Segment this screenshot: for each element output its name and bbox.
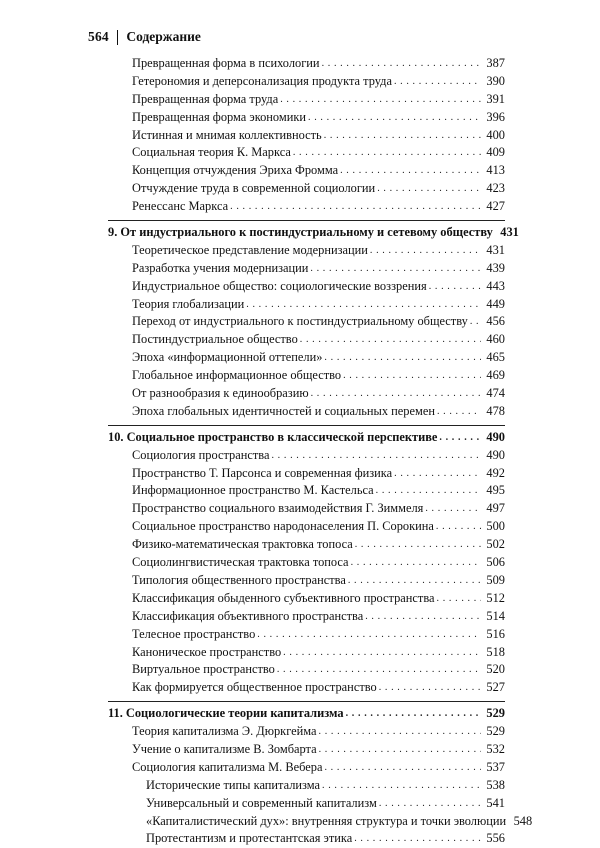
toc-entry[interactable] (108, 777, 505, 795)
toc-entry[interactable] (108, 331, 505, 349)
toc-entry-page: 518 (486, 644, 505, 659)
dot-leader (365, 608, 481, 626)
dot-leader (246, 296, 481, 314)
toc-entry-title: Физико-математическая трактовка топоса (132, 537, 353, 552)
toc-entry-page: 478 (486, 403, 505, 418)
toc-entry-title: Социолингвистическая трактовка топоса (132, 555, 349, 570)
toc-entry-title: Социальное пространство народонаселения П. Сорокина (132, 519, 434, 534)
toc-entry-page: 469 (486, 368, 505, 383)
running-header (88, 26, 201, 48)
toc-entry-title: 11. Социологические теории капитализма (108, 706, 344, 721)
toc-entry-page: 516 (486, 626, 505, 641)
toc-entry-title: Информационное пространство М. Кастельса (132, 483, 374, 498)
toc-entry-page: 387 (486, 56, 505, 70)
page-number: 564 (88, 29, 109, 44)
dot-leader (300, 331, 481, 349)
toc-entry-page: 391 (486, 91, 505, 106)
toc-entry[interactable] (108, 162, 505, 180)
dot-leader (346, 705, 481, 723)
toc-entry-page: 427 (486, 199, 505, 214)
dot-leader (319, 723, 481, 741)
toc-entry[interactable] (108, 385, 505, 403)
dot-leader (324, 349, 481, 367)
toc-entry-title: Как формируется общественное пространство (132, 680, 377, 695)
toc-entry-page: 390 (486, 73, 505, 88)
toc-entry-page: 495 (486, 483, 505, 498)
toc-entry-page: 409 (486, 145, 505, 160)
toc-entry-page: 431 (500, 225, 519, 240)
toc-entry-title: Истинная и мнимая коллективность (132, 127, 322, 142)
toc-entry[interactable] (108, 313, 505, 331)
toc-entry-title: Теория капитализма Э. Дюркгейма (132, 724, 317, 739)
toc-entry[interactable] (108, 723, 505, 741)
toc-entry-title: Превращенная форма труда (132, 91, 279, 106)
toc-entry-page: 509 (486, 572, 505, 587)
toc-entry-page: 474 (486, 386, 505, 401)
toc-entry-title: Глобальное информационное общество (132, 368, 342, 383)
dot-leader (310, 260, 481, 278)
toc-entry[interactable] (108, 482, 505, 500)
toc-entry-title: Социология пространства (132, 447, 270, 462)
toc-entry-page: 532 (486, 741, 505, 756)
dot-leader (370, 242, 481, 260)
toc-entry[interactable] (108, 55, 505, 73)
toc-entry-title: Эпоха «информационной оттепели» (132, 350, 323, 365)
toc-entry-page: 492 (486, 465, 505, 480)
toc-entry-title: Разработка учения модернизации (132, 260, 309, 275)
dot-leader (324, 759, 481, 777)
toc-entry-page: 456 (486, 314, 505, 329)
toc-entry-title: Типология общественного пространства (132, 572, 346, 587)
toc-entry[interactable] (108, 198, 505, 216)
toc-entry[interactable] (108, 644, 505, 662)
toc-entry-page: 460 (486, 332, 505, 347)
toc-entry-title: Классификация обыденного субъективного пространства (132, 590, 435, 605)
toc-entry[interactable] (108, 367, 505, 385)
toc-entry[interactable] (108, 759, 505, 777)
toc-entry-page: 541 (486, 795, 505, 810)
dot-leader (277, 661, 481, 679)
table-of-contents (108, 55, 533, 848)
chapter-divider (108, 701, 505, 702)
toc-entry-page: 449 (486, 296, 505, 311)
toc-entry[interactable] (108, 91, 505, 109)
toc-entry-title: Социальная теория К. Маркса (132, 145, 291, 160)
toc-entry-page: 512 (486, 590, 505, 605)
toc-entry-page: 527 (486, 680, 505, 695)
toc-chapter-entry[interactable] (108, 224, 519, 242)
toc-entry[interactable] (108, 242, 505, 260)
dot-leader (379, 795, 481, 813)
toc-entry-title: Пространство Т. Парсонса и современная физика (132, 465, 393, 480)
dot-leader (283, 644, 481, 662)
toc-entry-page: 423 (486, 181, 505, 196)
toc-entry-page: 529 (486, 724, 505, 739)
toc-entry-page: 465 (486, 350, 505, 365)
dot-leader (394, 465, 481, 483)
toc-entry-page: 529 (486, 706, 505, 721)
toc-entry[interactable] (108, 296, 505, 314)
toc-entry-title: Превращенная форма в психологии (132, 56, 320, 70)
toc-entry[interactable] (108, 830, 505, 848)
dot-leader (425, 500, 481, 518)
dot-leader (377, 180, 481, 198)
dot-leader (230, 198, 481, 216)
toc-entry[interactable] (108, 536, 505, 554)
chapter-divider (108, 425, 505, 426)
toc-chapter-entry[interactable] (108, 429, 505, 447)
toc-entry-title: Универсальный и современный капитализм (146, 795, 377, 810)
toc-entry-title: От разнообразия к единообразию (132, 386, 309, 401)
toc-entry-page: 497 (486, 501, 505, 516)
toc-entry[interactable] (108, 73, 505, 91)
toc-entry[interactable] (108, 109, 505, 127)
toc-entry-title: Концепция отчуждения Эриха Фромма (132, 163, 339, 178)
toc-entry-page: 537 (486, 759, 505, 774)
toc-entry-page: 520 (486, 662, 505, 677)
toc-entry[interactable] (108, 554, 505, 572)
chapter-divider (108, 220, 505, 221)
dot-leader (351, 554, 481, 572)
toc-entry-title: Виртуальное пространство (132, 662, 275, 677)
dot-leader (293, 144, 481, 162)
toc-entry-page: 490 (486, 447, 505, 462)
toc-entry-title: Превращенная форма экономики (132, 109, 306, 124)
toc-entry-title: Телесное пространство (132, 626, 256, 641)
toc-entry-page: 431 (486, 242, 505, 257)
toc-entry-page: 490 (486, 429, 505, 444)
dot-leader (340, 162, 481, 180)
toc-entry-title: Пространство социального взаимодействия Г. Зиммеля (132, 501, 424, 516)
toc-entry-title: Переход от индустриального к постиндустриальному обществу (132, 314, 468, 329)
dot-leader (354, 830, 481, 848)
toc-entry-page: 500 (486, 519, 505, 534)
toc-entry-title: Теория глобализации (132, 296, 245, 311)
toc-entry-title: 9. От индустриального к постиндустриальному и сетевому обществу (108, 225, 493, 240)
header-separator (117, 30, 119, 45)
dot-leader (322, 55, 481, 73)
toc-chapter-entry[interactable] (108, 705, 505, 723)
toc-entry-page: 400 (486, 127, 505, 142)
dot-leader (271, 447, 481, 465)
toc-entry[interactable] (108, 626, 505, 644)
toc-entry-page: 538 (486, 777, 505, 792)
toc-entry[interactable] (108, 795, 505, 813)
toc-entry-title: Теоретическое представление модернизации (132, 242, 368, 257)
header-title: Содержание (126, 29, 201, 44)
dot-leader (311, 385, 481, 403)
dot-leader (257, 626, 481, 644)
dot-leader (322, 777, 481, 795)
dot-leader (429, 278, 481, 296)
toc-entry-page: 548 (513, 813, 533, 828)
toc-entry-title: Каноническое пространство (132, 644, 282, 659)
dot-leader (394, 73, 481, 91)
dot-leader (308, 109, 481, 127)
toc-entry[interactable] (108, 403, 505, 421)
toc-entry-title: Исторические типы капитализма (146, 777, 321, 792)
toc-entry-page: 502 (486, 537, 505, 552)
dot-leader (379, 679, 481, 697)
toc-entry-title: 10. Социальное пространство в классической перспективе (108, 429, 438, 444)
toc-entry-page: 396 (486, 109, 505, 124)
dot-leader (437, 403, 481, 421)
dot-leader (439, 429, 481, 447)
dot-leader (376, 482, 481, 500)
toc-entry[interactable] (108, 500, 505, 518)
toc-entry-page: 443 (486, 278, 505, 293)
toc-entry-page: 413 (486, 163, 505, 178)
toc-entry[interactable] (108, 278, 505, 296)
toc-entry[interactable] (108, 465, 505, 483)
dot-leader (470, 313, 481, 331)
toc-entry-page: 514 (486, 608, 505, 623)
toc-entry[interactable] (108, 349, 505, 367)
dot-leader (355, 536, 481, 554)
toc-entry[interactable] (108, 608, 505, 626)
toc-entry-page: 439 (486, 260, 505, 275)
dot-leader (280, 91, 481, 109)
toc-entry-title: Эпоха глобальных идентичностей и социальных перемен (132, 403, 435, 418)
toc-entry[interactable] (108, 590, 505, 608)
toc-entry-title: Ренессанс Маркса (132, 199, 229, 214)
toc-entry-title: «Капиталистический дух»: внутренняя структура и точки эволюции (146, 813, 507, 828)
dot-leader (436, 518, 481, 536)
toc-entry-title: Протестантизм и протестантская этика (146, 831, 353, 846)
toc-entry-page: 556 (486, 831, 505, 846)
toc-entry[interactable] (108, 127, 505, 145)
toc-entry-page: 506 (486, 555, 505, 570)
dot-leader (343, 367, 481, 385)
toc-entry[interactable] (108, 572, 505, 590)
toc-entry[interactable] (108, 661, 505, 679)
toc-entry[interactable] (108, 260, 505, 278)
toc-entry[interactable] (108, 144, 505, 162)
toc-entry-title: Отчуждение труда в современной социологии (132, 181, 376, 196)
dot-leader (437, 590, 481, 608)
dot-leader (324, 127, 481, 145)
toc-entry-title: Постиндустриальное общество (132, 332, 298, 347)
toc-entry[interactable] (108, 518, 505, 536)
toc-entry-title: Индустриальное общество: социологические воззрения (132, 278, 427, 293)
toc-entry[interactable] (108, 180, 505, 198)
toc-entry-title: Классификация объективного пространства (132, 608, 364, 623)
toc-entry-title: Учение о капитализме В. Зомбарта (132, 741, 317, 756)
toc-entry[interactable] (108, 813, 533, 831)
toc-entry-title: Гетерономия и деперсонализация продукта труда (132, 73, 392, 88)
toc-entry[interactable] (108, 447, 505, 465)
toc-entry[interactable] (108, 679, 505, 697)
dot-leader (348, 572, 481, 590)
toc-entry-title: Социология капитализма М. Вебера (132, 759, 323, 774)
